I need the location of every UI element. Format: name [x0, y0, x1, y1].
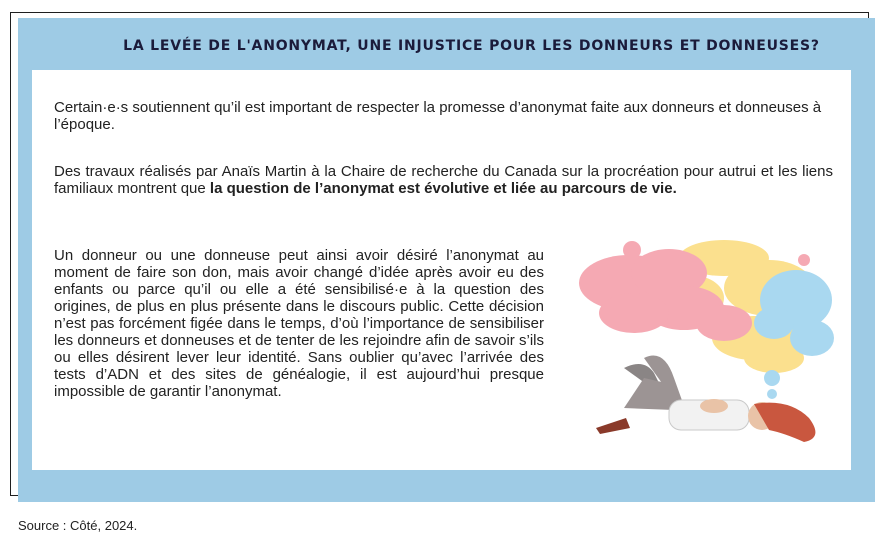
paragraph-3: Un donneur ou une donneuse peut ainsi avoir désiré l’anonymat au moment de faire son don, mais avoir changé d’idée après avoir eu des enfants ou parce qu’il ou elle a été sensibilisé·e à la question des origines, de plus en plus présente dans le discours public. Cette décision n’est pas forcément figée dans le temps, d’où l’importance de sensibiliser les donneurs et donneuses et de tenter de les rejoindre afin de savoir s’ils ou elles désirent lever leur identité. Sans oublier qu’avec l’arrivée des tests d’ADN et des sites de généalogie, il est aujourd’hui presque impossible de garantir l’anonymat.	[54, 247, 544, 400]
source-citation: Source : Côté, 2024.	[18, 518, 138, 533]
paragraph-2-emphasis: la question de l’anonymat est évolutive et liée au parcours de vie.	[209, 180, 677, 197]
paragraph-2-lead: Des travaux réalisés par Anaïs Martin à la Chaire de recherche du Canada sur la procréation pour autrui et les liens familiaux montrent que	[54, 163, 833, 197]
page-title: LA LEVÉE DE L'ANONYMAT, UNE INJUSTICE POUR LES DONNEURS ET DONNEUSES?	[123, 38, 820, 54]
paragraph-2	[54, 163, 833, 197]
paragraph-1: Certain·e·s soutiennent qu’il est important de respecter la promesse d’anonymat faite aux donneurs et donneuses à l’époque.	[54, 99, 822, 133]
blue-cloud	[754, 270, 834, 399]
woman-lying-dreaming-illustration	[574, 228, 836, 448]
